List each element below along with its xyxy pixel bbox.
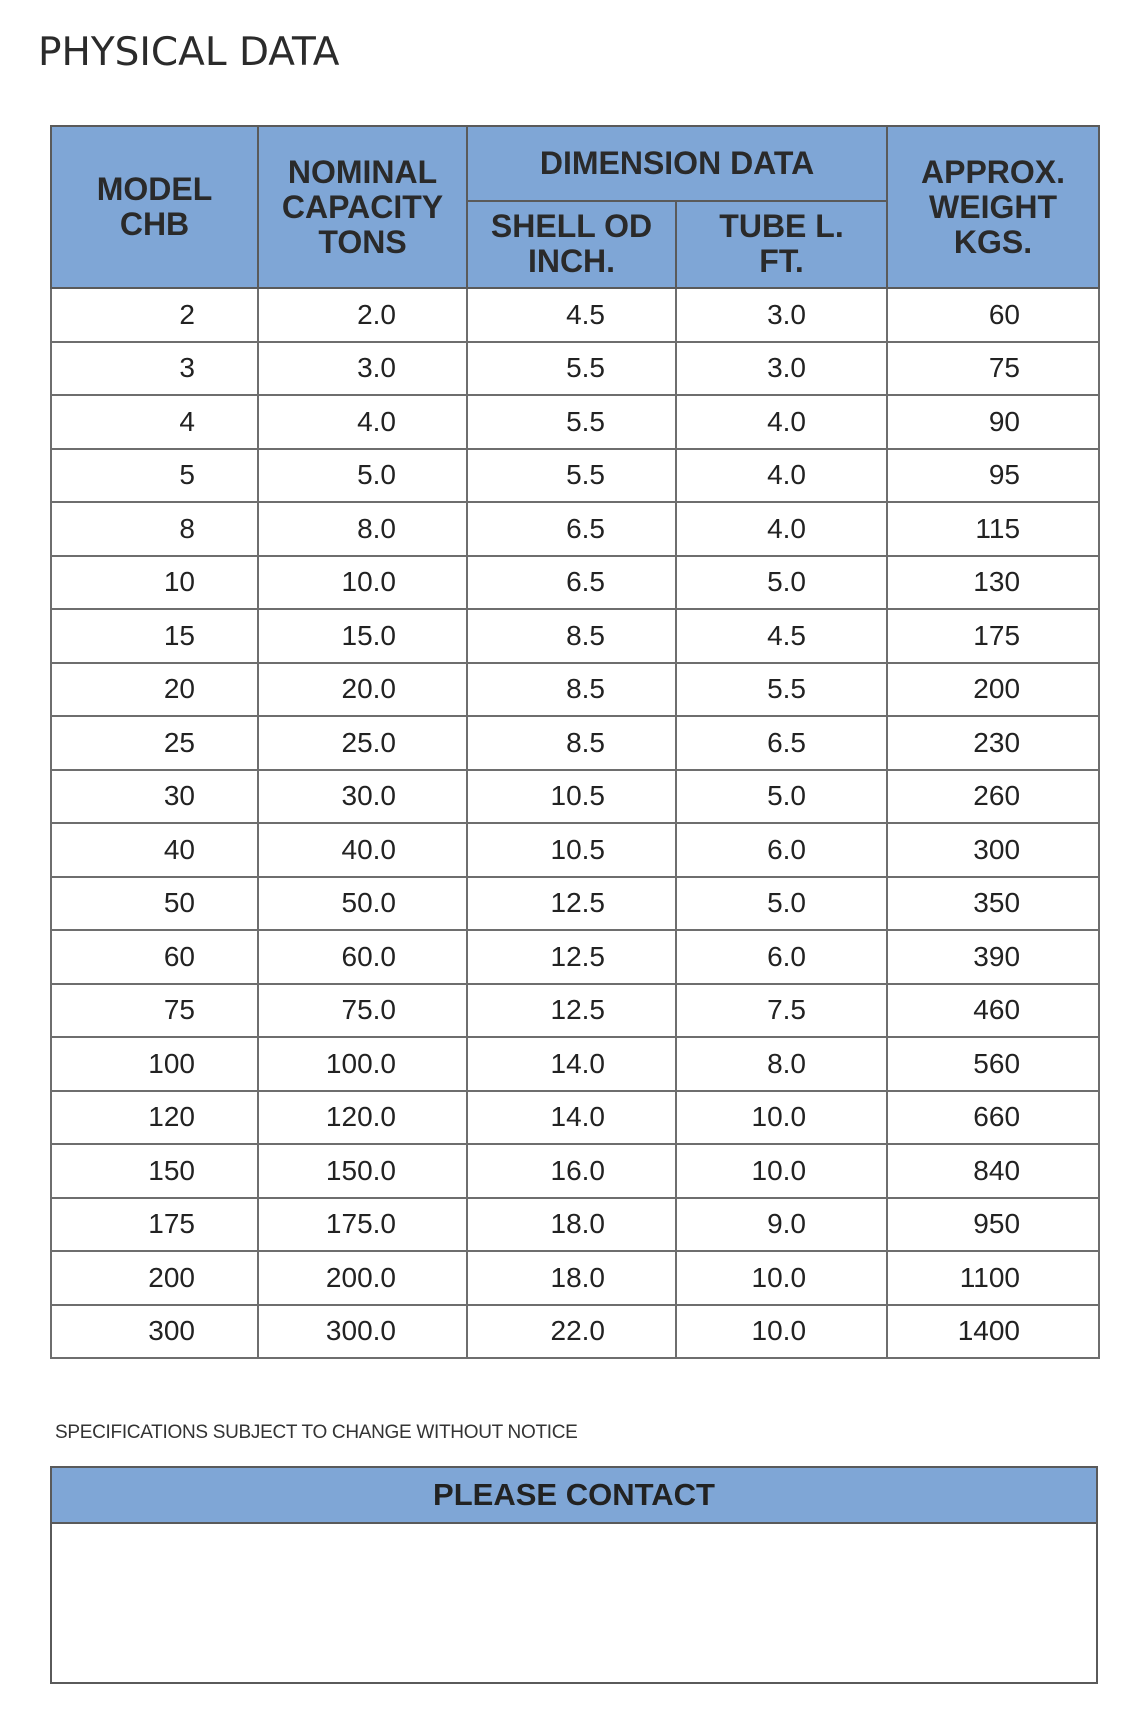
cell-weight: 175 <box>887 609 1099 663</box>
cell-shell-od: 6.5 <box>467 556 676 610</box>
cell-weight: 950 <box>887 1198 1099 1252</box>
cell-shell-od: 12.5 <box>467 984 676 1038</box>
cell-shell-od: 12.5 <box>467 930 676 984</box>
cell-weight: 130 <box>887 556 1099 610</box>
cell-tube-length: 6.5 <box>676 716 887 770</box>
cell-capacity: 15.0 <box>258 609 467 663</box>
cell-tube-length: 7.5 <box>676 984 887 1038</box>
cell-capacity: 4.0 <box>258 395 467 449</box>
cell-model: 5 <box>51 449 258 503</box>
header-capacity-line-2: CAPACITY <box>281 188 444 225</box>
cell-weight: 660 <box>887 1091 1099 1145</box>
cell-capacity: 300.0 <box>258 1305 467 1359</box>
cell-shell-od: 10.5 <box>467 770 676 824</box>
cell-tube-length: 10.0 <box>676 1144 887 1198</box>
cell-capacity: 10.0 <box>258 556 467 610</box>
cell-weight: 90 <box>887 395 1099 449</box>
cell-model: 10 <box>51 556 258 610</box>
header-model-line-2: CHB <box>119 206 190 242</box>
header-tube-length <box>676 201 887 288</box>
table-row <box>51 1144 1099 1198</box>
cell-shell-od: 8.5 <box>467 716 676 770</box>
cell-tube-length: 4.5 <box>676 609 887 663</box>
cell-shell-od: 5.5 <box>467 449 676 503</box>
cell-capacity: 200.0 <box>258 1251 467 1305</box>
cell-weight: 200 <box>887 663 1099 717</box>
table-row <box>51 1251 1099 1305</box>
specifications-footnote: SPECIFICATIONS SUBJECT TO CHANGE WITHOUT NOTICE <box>55 1422 578 1443</box>
cell-tube-length: 10.0 <box>676 1091 887 1145</box>
table-row <box>51 877 1099 931</box>
table-row <box>51 663 1099 717</box>
table-row <box>51 1198 1099 1252</box>
contact-body <box>52 1524 1096 1682</box>
table-row <box>51 1091 1099 1145</box>
cell-shell-od: 5.5 <box>467 342 676 396</box>
cell-shell-od: 14.0 <box>467 1091 676 1145</box>
cell-weight: 230 <box>887 716 1099 770</box>
cell-model: 150 <box>51 1144 258 1198</box>
cell-capacity: 3.0 <box>258 342 467 396</box>
header-weight-line-2: WEIGHT <box>929 188 1057 225</box>
cell-weight: 840 <box>887 1144 1099 1198</box>
header-shell-od-line-1: SHELL OD <box>490 208 653 245</box>
cell-tube-length: 9.0 <box>676 1198 887 1252</box>
table-row <box>51 556 1099 610</box>
cell-weight: 560 <box>887 1037 1099 1091</box>
cell-capacity: 20.0 <box>258 663 467 717</box>
cell-weight: 350 <box>887 877 1099 931</box>
contact-header: PLEASE CONTACT <box>52 1468 1096 1524</box>
cell-capacity: 30.0 <box>258 770 467 824</box>
cell-model: 60 <box>51 930 258 984</box>
cell-model: 40 <box>51 823 258 877</box>
header-shell-od-line-2: INCH. <box>527 243 616 280</box>
cell-model: 120 <box>51 1091 258 1145</box>
table-row <box>51 716 1099 770</box>
cell-capacity: 60.0 <box>258 930 467 984</box>
cell-capacity: 5.0 <box>258 449 467 503</box>
cell-tube-length: 10.0 <box>676 1251 887 1305</box>
cell-capacity: 120.0 <box>258 1091 467 1145</box>
header-capacity-line-1: NOMINAL <box>287 153 438 190</box>
cell-tube-length: 5.0 <box>676 877 887 931</box>
cell-weight: 115 <box>887 502 1099 556</box>
cell-shell-od: 6.5 <box>467 502 676 556</box>
header-model-line-1: MODEL <box>96 171 213 207</box>
table-row <box>51 342 1099 396</box>
cell-model: 175 <box>51 1198 258 1252</box>
cell-shell-od: 5.5 <box>467 395 676 449</box>
cell-model: 4 <box>51 395 258 449</box>
cell-capacity: 25.0 <box>258 716 467 770</box>
cell-capacity: 50.0 <box>258 877 467 931</box>
cell-capacity: 2.0 <box>258 288 467 342</box>
cell-shell-od: 8.5 <box>467 663 676 717</box>
cell-model: 8 <box>51 502 258 556</box>
table-row <box>51 823 1099 877</box>
cell-tube-length: 3.0 <box>676 288 887 342</box>
header-tube-length-line-1: TUBE L. <box>719 208 844 245</box>
cell-tube-length: 5.5 <box>676 663 887 717</box>
cell-shell-od: 18.0 <box>467 1198 676 1252</box>
table-row <box>51 1305 1099 1359</box>
cell-tube-length: 5.0 <box>676 556 887 610</box>
cell-model: 2 <box>51 288 258 342</box>
cell-shell-od: 22.0 <box>467 1305 676 1359</box>
cell-tube-length: 6.0 <box>676 930 887 984</box>
page-title: PHYSICAL DATA <box>38 30 340 75</box>
cell-tube-length: 10.0 <box>676 1305 887 1359</box>
cell-shell-od: 18.0 <box>467 1251 676 1305</box>
table-header <box>51 126 1099 288</box>
cell-model: 30 <box>51 770 258 824</box>
cell-tube-length: 8.0 <box>676 1037 887 1091</box>
table-row <box>51 1037 1099 1091</box>
cell-tube-length: 3.0 <box>676 342 887 396</box>
cell-shell-od: 14.0 <box>467 1037 676 1091</box>
cell-capacity: 75.0 <box>258 984 467 1038</box>
table-row <box>51 984 1099 1038</box>
cell-tube-length: 6.0 <box>676 823 887 877</box>
cell-model: 200 <box>51 1251 258 1305</box>
table-row <box>51 609 1099 663</box>
table-row <box>51 288 1099 342</box>
header-dimension-data: DIMENSION DATA <box>467 126 887 201</box>
header-tube-length-line-2: FT. <box>759 243 804 280</box>
cell-model: 100 <box>51 1037 258 1091</box>
cell-capacity: 150.0 <box>258 1144 467 1198</box>
table-row <box>51 449 1099 503</box>
header-weight-line-3: KGS. <box>953 223 1033 260</box>
cell-model: 20 <box>51 663 258 717</box>
cell-tube-length: 5.0 <box>676 770 887 824</box>
cell-weight: 300 <box>887 823 1099 877</box>
cell-weight: 1400 <box>887 1305 1099 1359</box>
header-model <box>51 126 258 288</box>
header-weight <box>887 126 1099 288</box>
cell-tube-length: 4.0 <box>676 449 887 503</box>
header-shell-od <box>467 201 676 288</box>
cell-capacity: 40.0 <box>258 823 467 877</box>
contact-box <box>50 1466 1098 1684</box>
cell-model: 15 <box>51 609 258 663</box>
table-body <box>51 288 1099 1358</box>
cell-capacity: 175.0 <box>258 1198 467 1252</box>
cell-model: 300 <box>51 1305 258 1359</box>
cell-tube-length: 4.0 <box>676 502 887 556</box>
cell-capacity: 8.0 <box>258 502 467 556</box>
cell-model: 25 <box>51 716 258 770</box>
physical-data-table <box>50 125 1100 1359</box>
header-weight-line-1: APPROX. <box>921 153 1066 190</box>
cell-shell-od: 16.0 <box>467 1144 676 1198</box>
cell-weight: 390 <box>887 930 1099 984</box>
cell-shell-od: 10.5 <box>467 823 676 877</box>
cell-weight: 60 <box>887 288 1099 342</box>
cell-weight: 460 <box>887 984 1099 1038</box>
cell-weight: 260 <box>887 770 1099 824</box>
cell-weight: 95 <box>887 449 1099 503</box>
cell-shell-od: 12.5 <box>467 877 676 931</box>
header-capacity-line-3: TONS <box>318 223 407 260</box>
table-row <box>51 502 1099 556</box>
cell-shell-od: 8.5 <box>467 609 676 663</box>
cell-model: 75 <box>51 984 258 1038</box>
table-row <box>51 770 1099 824</box>
cell-tube-length: 4.0 <box>676 395 887 449</box>
cell-model: 50 <box>51 877 258 931</box>
header-capacity <box>258 126 467 288</box>
table-row <box>51 930 1099 984</box>
cell-model: 3 <box>51 342 258 396</box>
table-row <box>51 395 1099 449</box>
cell-weight: 75 <box>887 342 1099 396</box>
cell-capacity: 100.0 <box>258 1037 467 1091</box>
cell-shell-od: 4.5 <box>467 288 676 342</box>
cell-weight: 1100 <box>887 1251 1099 1305</box>
